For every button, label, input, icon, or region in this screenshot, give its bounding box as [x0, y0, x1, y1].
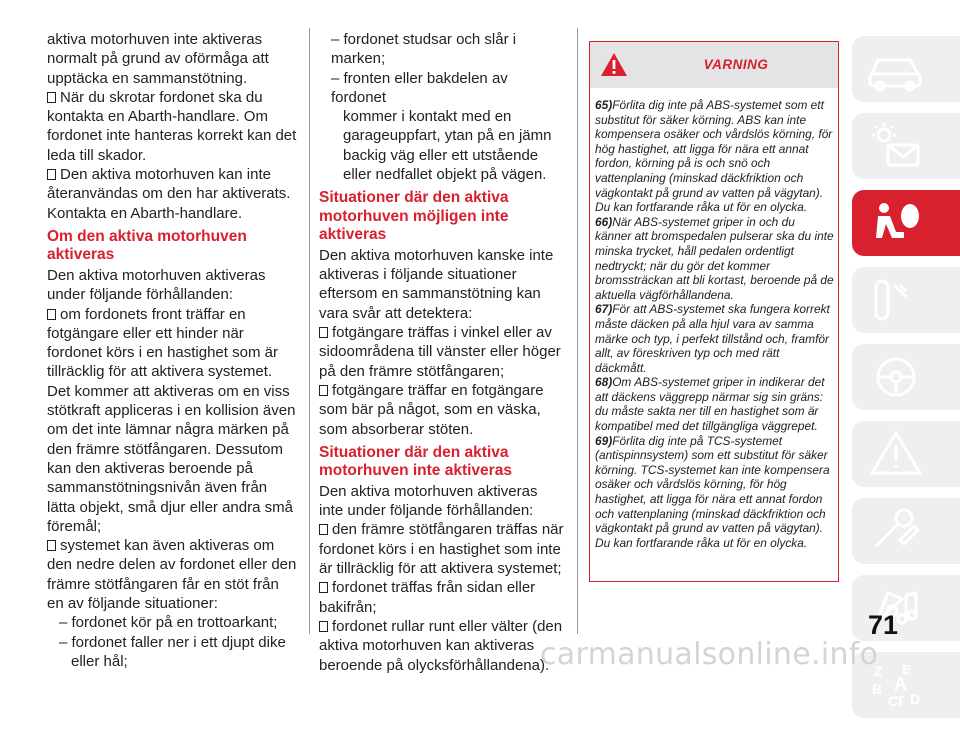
svg-text:Z: Z [874, 663, 883, 679]
bullet-item: fordonet rullar runt eller välter (den aktiva motorhuven kan aktiveras beroende på olycksförhållandena). [319, 617, 565, 675]
warning-item [595, 98, 834, 215]
watermark: carmanualsonline.info [540, 637, 879, 672]
tab-emergency[interactable] [852, 421, 960, 487]
section-heading: Om den aktiva motorhuven aktiveras [47, 227, 247, 264]
dash-item [319, 69, 565, 185]
svg-text:B: B [872, 681, 883, 697]
warning-number: 69) [595, 433, 613, 448]
tab-maintenance[interactable] [852, 498, 960, 564]
warning-item [595, 302, 834, 375]
warning-list [590, 88, 838, 550]
warning-item [595, 434, 834, 551]
warning-number: 66) [595, 214, 613, 229]
column-divider [309, 28, 310, 634]
warning-text: För att ABS-systemet ska fungera korrekt måste däcken på alla hjul vara av samma märke och typ, i perfekt tillstånd och, framför allt, av föreskriven typ och med rätt däckmått. [595, 302, 830, 375]
warning-text: Om ABS-systemet griper in indikerar det att däckens väggrepp närmar sig sin gräns: du måste sakta ner till en hastighet som är kompatibel med det tillgängliga väggrepet. [595, 375, 825, 434]
bullet-item: om fordonets front träffar en fotgängare eller ett hinder när fordonet körs i en hastighet som är tillräcklig för att aktivera systemet. Det kommer att aktiveras om en viss stötkraft appliceras i en kollision även om det inte lämnar några märken på den främre stötfångaren. Dessutom kan den aktiveras beroende på sammanstötningsnivån även från lätta objekt, små djur eller andra små föremål; [47, 305, 299, 537]
bullet-item: fordonet träffas från sidan eller bakifrån; [319, 578, 565, 617]
warning-item [595, 375, 834, 433]
dash-item-text: – fronten eller bakdelen av fordonet [331, 69, 508, 106]
page-number: 71 [868, 610, 899, 640]
column-divider [577, 28, 578, 634]
warning-box [589, 41, 839, 582]
warning-header [590, 42, 838, 88]
warning-number: 65) [595, 98, 613, 112]
warning-number: 67) [595, 302, 613, 317]
warning-title: VARNING [703, 57, 769, 72]
warning-number: 68) [595, 375, 613, 390]
dash-item-continuation: eller hål; [71, 652, 128, 670]
warning-text: Förlita dig inte på TCS-systemet (antispinnsystem) som ett substitut för säker körning. TCS-systemet kan inte kompensera osäker och vårdslös körning, för hög hastighet, att ligga för nära ett annat fordon och vattenplaning (minskad däckfriktion och vägkontakt på grund av vatten på vägytan). Du kan fortfarande råka ut för en olycka. [595, 433, 830, 550]
bullet-item: Den aktiva motorhuven kan inte återanvändas om den har aktiverats. Kontakta en Abarth-handlare. [47, 165, 299, 223]
svg-text:D: D [910, 691, 921, 707]
section-heading: Situationer där den aktiva motorhuven inte aktiveras [319, 443, 512, 480]
tab-car-dashboard[interactable] [852, 36, 960, 102]
paragraph: Den aktiva motorhuven aktiveras inte under följande förhållanden: [319, 482, 538, 520]
bullet-item: den främre stötfångaren träffas när fordonet körs i en hastighet som inte är tillräcklig för att aktivera systemet; [319, 521, 564, 578]
bullet-item: fotgängare träffar en fotgängare som bär på något, som en väska, som absorberar stöten. [319, 381, 565, 439]
svg-text:E: E [902, 662, 911, 677]
dash-item-text: – fordonet faller ner i ett djupt dike [59, 633, 286, 651]
dash-item-continuation: kommer i kontakt med en garageuppfart, ytan på en jämn backig väg eller ett utstående eller nedfallet objekt på vägen. [343, 108, 552, 184]
tab-key-start[interactable] [852, 267, 960, 333]
svg-text:A: A [894, 674, 907, 694]
warning-text: När ABS-systemet griper in och du känner att bromspedalen pulserar ska du inte minska trycket, håll pedalen ordentligt nedtryckt; när du gör det kommer bromssträckan att bli kortast, beroende på de aktuella vägförhållandena. [595, 214, 834, 302]
paragraph: Den aktiva motorhuven aktiveras under följande förhållanden: [47, 266, 266, 304]
bullet-item: När du skrotar fordonet ska du kontakta en Abarth-handlare. Om fordonet inte hanteras korrekt kan det leda till skador. [47, 88, 299, 165]
tab-warning-lights[interactable] [852, 113, 960, 179]
tab-airbag-safety[interactable] [852, 190, 960, 256]
warning-text: Förlita dig inte på ABS-systemet som ett substitut för säker körning. ABS kan inte kompensera osäker och vårdslös körning, för hög hastighet, att ligga för nära ett annat fordon, körning på is och snö och vattenplaning (minskad däckfriktion och vägkontakt på grund av vatten på vägytan). Du kan fortfarande råka ut för en olycka. [595, 98, 833, 215]
svg-text:T: T [896, 693, 905, 709]
text-column-middle [319, 30, 565, 675]
warning-item [595, 215, 834, 303]
dash-item: – fordonet kör på en trottoarkant; [59, 614, 278, 632]
svg-text:C: C [888, 693, 899, 709]
tab-steering-wheel[interactable] [852, 344, 960, 410]
intro-paragraph: aktiva motorhuven inte aktiveras normalt på grund av oförmåga att upptäcka en sammanstötning. [47, 31, 269, 87]
paragraph: Den aktiva motorhuven kanske inte aktiveras i följande situationer eftersom en sammanstötning kan vara svår att detektera: [319, 246, 554, 322]
bullet-item: fotgängare träffas i vinkel eller av sidoområdena till vänster eller höger på den främre stötfångaren; [319, 323, 565, 381]
dash-item: – fordonet studsar och slår i marken; [331, 31, 517, 68]
bullet-item: systemet kan även aktiveras om den nedre delen av fordonet eller den främre stötfångaren får en stöt från en av följande situationer: [47, 536, 299, 613]
section-heading: Situationer där den aktiva motorhuven möjligen inte aktiveras [319, 189, 509, 244]
text-column-left [47, 30, 299, 671]
dash-item [47, 633, 299, 672]
